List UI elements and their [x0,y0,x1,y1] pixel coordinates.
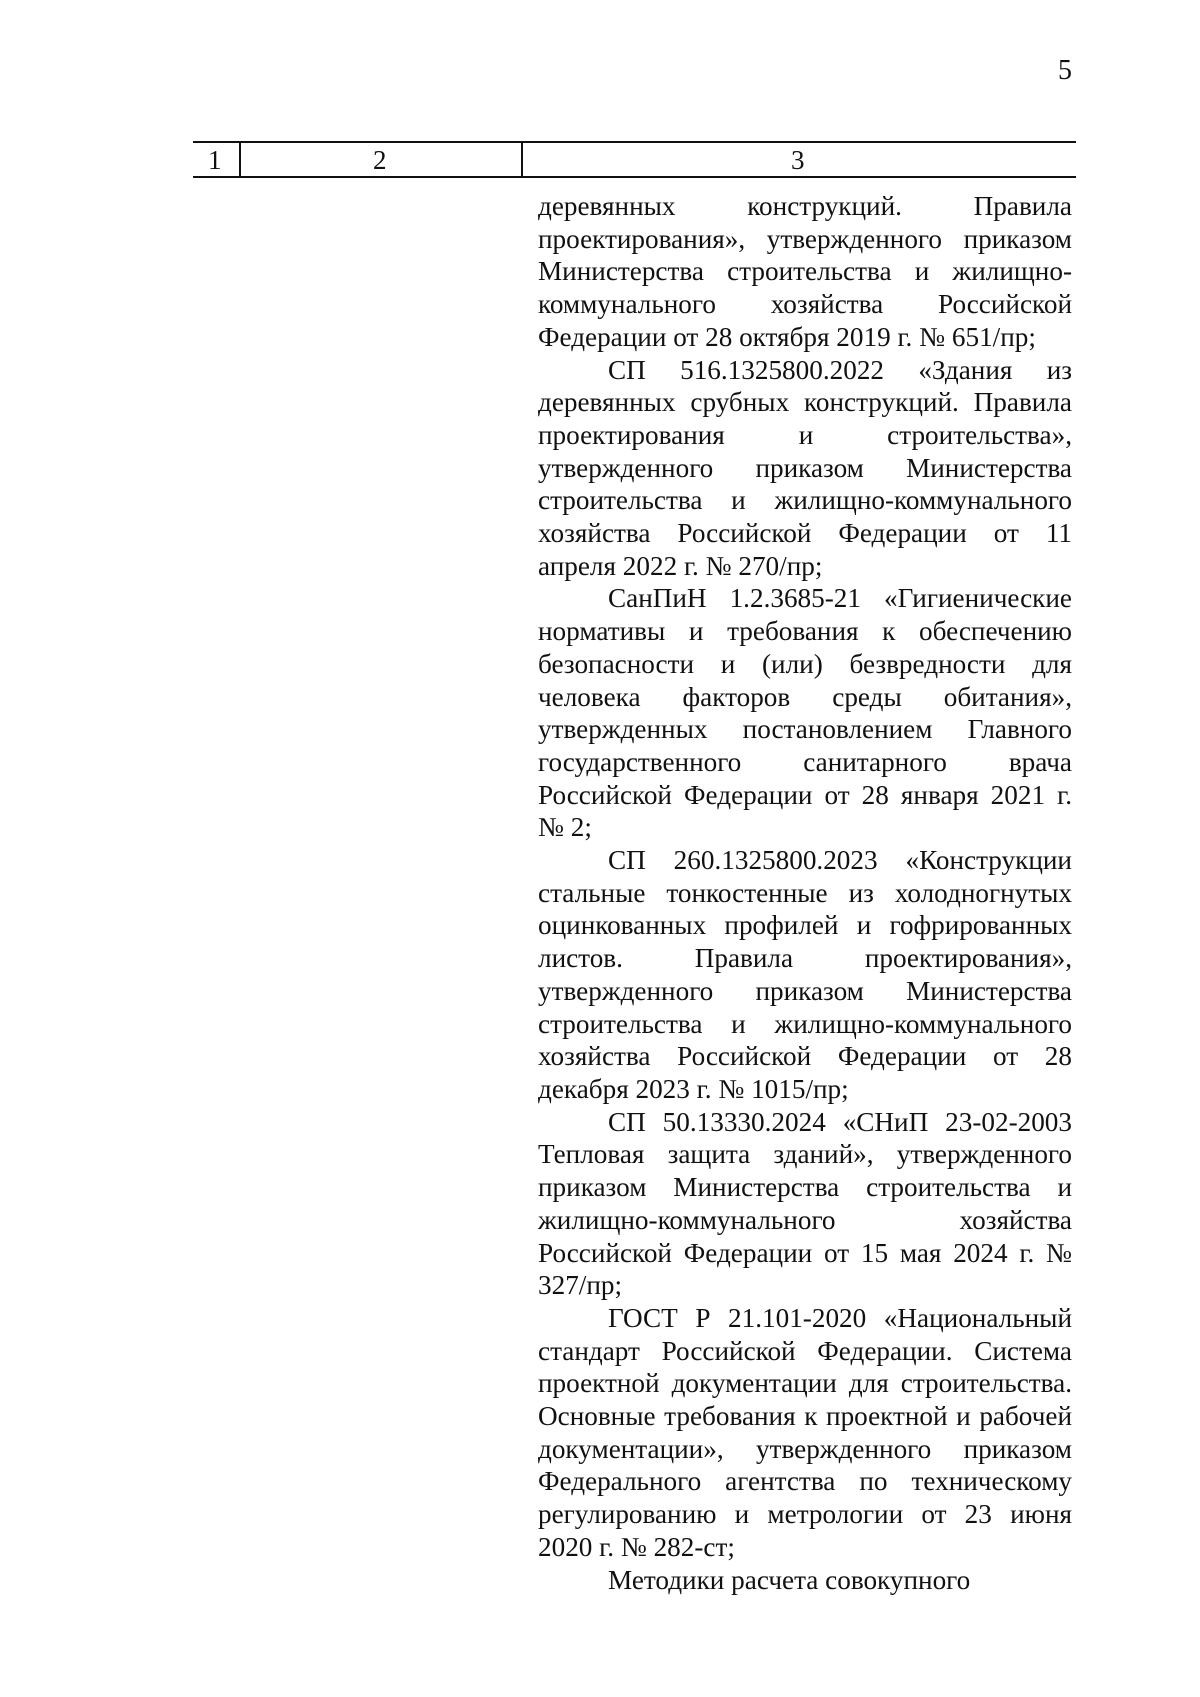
column-number-2: 2 [373,145,387,175]
paragraph: СП 260.1325800.2023 «Конструкции стальные тонкостенные из холодногнутых оцинкованных профилей и гофрированных листов. Правила проектирования», утвержденного приказом Министерства строительства и жилищно-коммунального хозяйства Российской Федерации от 28 декабря 2023 г. № 1015/пр; [538,845,1072,1104]
column-number-1: 1 [208,145,222,175]
paragraph: деревянных конструкций. Правила проектирования», утвержденного приказом Министерства строительства и жилищно-коммунального хозяйства Российской Федерации от 28 октября 2019 г. № 651/пр; [538,191,1072,352]
paragraph: СП 50.13330.2024 «СНиП 23-02-2003 Тепловая защита зданий», утвержденного приказом Министерства строительства и жилищно-коммунального хозяйства Российской Федерации от 15 мая 2024 г. № 327/пр; [538,1106,1072,1301]
table-column-header [193,141,1076,178]
page-number: 5 [1058,55,1072,86]
paragraph: ГОСТ Р 21.101-2020 «Национальный стандарт Российской Федерации. Система проектной документации для строительства. Основные требования к проектной и рабочей документации», утвержденного приказом Федерального агентства по техническому регулированию и метрологии от 23 июня 2020 г. № 282-ст; [538,1302,1072,1562]
paragraph: Методики расчета совокупного [608,1564,971,1595]
column-divider [239,143,241,176]
paragraph: СанПиН 1.2.3685-21 «Гигиенические нормативы и требования к обеспечению безопасности и (или) безвредности для человека факторов среды обитания», утвержденных постановлением Главного государственного санитарного врача Российской Федерации от 28 января 2021 г. № 2; [538,583,1072,843]
paragraph: СП 516.1325800.2022 «Здания из деревянных срубных конструкций. Правила проектирования и строительства», утвержденного приказом Министерства строительства и жилищно-коммунального хозяйства Российской Федерации от 11 апреля 2022 г. № 270/пр; [538,354,1072,581]
column-3-text [538,190,1072,1596]
column-number-3: 3 [791,145,805,175]
column-divider [521,143,523,176]
